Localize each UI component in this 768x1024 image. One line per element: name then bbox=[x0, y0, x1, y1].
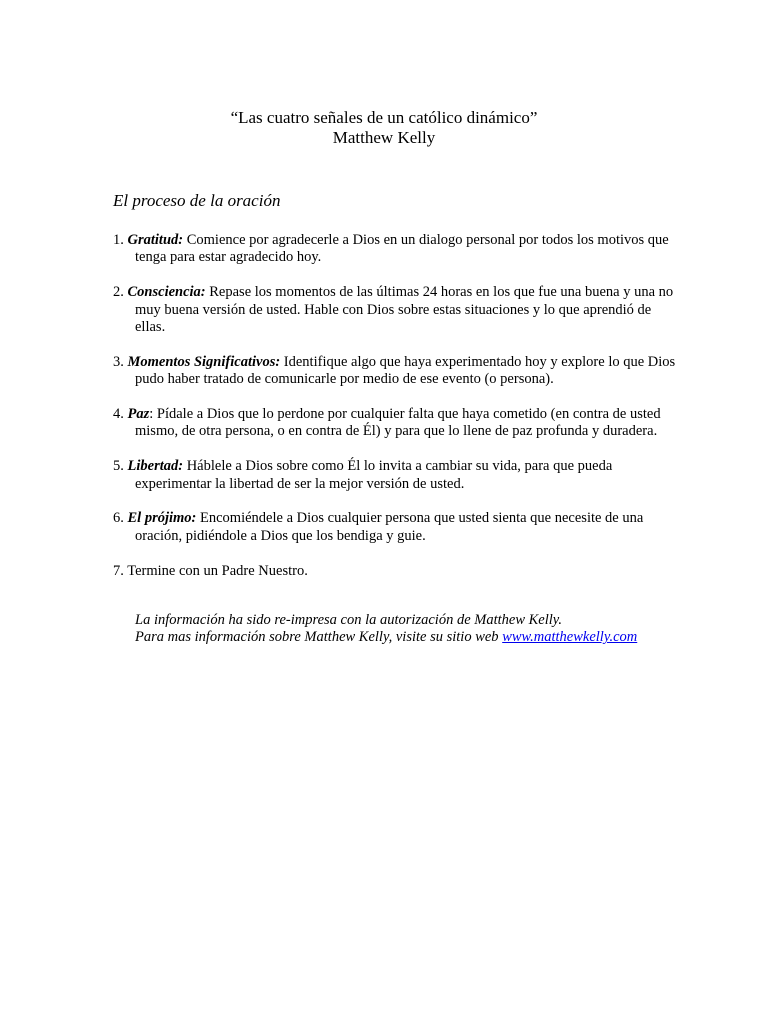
step-text: Háblele a Dios sobre como Él lo invita a cambiar su vida, para que pueda experimentar la libertad de ser la mejor versión de usted. bbox=[135, 458, 613, 492]
website-note-line bbox=[135, 629, 735, 646]
list-item bbox=[113, 232, 683, 267]
step-text: Comience por agradecerle a Dios en un dialogo personal por todos los motivos que tenga para estar agradecido hoy. bbox=[135, 232, 669, 266]
list-item bbox=[113, 406, 683, 441]
step-number: 7. bbox=[113, 562, 124, 579]
step-number: 5. bbox=[113, 458, 124, 475]
prayer-steps-list bbox=[113, 232, 683, 597]
step-number: 3. bbox=[113, 353, 124, 370]
step-text: Termine con un Padre Nuestro. bbox=[127, 562, 308, 579]
step-text: Repase los momentos de las últimas 24 horas en los que fue una buena y una no muy buena versión de usted. Hable con Dios sobre estas situaciones y lo que aprendió de ellas. bbox=[135, 284, 674, 336]
step-label: Paz bbox=[127, 406, 150, 423]
step-label: Momentos Significativos: bbox=[127, 353, 281, 370]
step-label: Libertad: bbox=[127, 458, 184, 475]
list-item bbox=[113, 563, 683, 580]
step-number: 6. bbox=[113, 510, 124, 527]
document-author: Matthew Kelly bbox=[332, 128, 436, 147]
step-label: Consciencia: bbox=[127, 284, 206, 301]
section-heading: El proceso de la oración bbox=[113, 191, 281, 210]
website-note-text: Para mas información sobre Matthew Kelly, visite su sitio web bbox=[135, 629, 499, 646]
step-number: 2. bbox=[113, 284, 124, 301]
step-label-suffix: : bbox=[149, 406, 154, 423]
reprint-note-line: La información ha sido re-impresa con la autorización de Matthew Kelly. bbox=[135, 612, 563, 628]
step-label: El prójimo: bbox=[127, 510, 197, 527]
list-item bbox=[113, 354, 683, 389]
step-number: 1. bbox=[113, 232, 124, 248]
list-item bbox=[113, 284, 683, 336]
step-text: Identifique algo que haya experimentado hoy y explore lo que Dios pudo haber tratado de comunicarle por medio de ese evento (o persona). bbox=[135, 353, 676, 388]
list-item bbox=[113, 510, 683, 545]
step-text: Encomiéndele a Dios cualquier persona que usted sienta que necesite de una oración, pidiéndole a Dios que los bendiga y guie. bbox=[135, 510, 644, 544]
website-link[interactable]: www.matthewkelly.com bbox=[502, 629, 638, 646]
reprint-note bbox=[135, 612, 735, 647]
step-number: 4. bbox=[113, 406, 124, 423]
step-text: Pídale a Dios que lo perdone por cualquier falta que haya cometido (en contra de usted mismo, de otra persona, o en contra de Él) y para que lo llene de paz profunda y duradera. bbox=[135, 406, 661, 440]
step-label: Gratitud: bbox=[127, 232, 184, 248]
document-title: “Las cuatro señales de un católico dinámico” bbox=[230, 108, 538, 127]
list-item bbox=[113, 458, 683, 493]
